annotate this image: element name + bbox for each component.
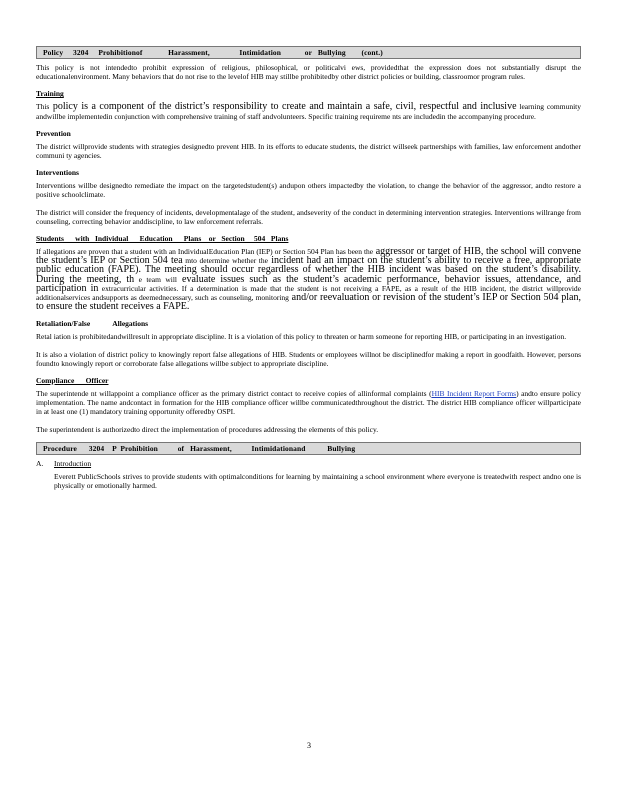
procedure-item-a xyxy=(36,459,581,468)
procedure-banner: Procedure 3204 P Prohibition of Harassment, Intimidationand Bullying xyxy=(36,442,581,455)
list-marker: A. xyxy=(36,458,44,468)
training-paragraph: This policy is a component of the district’s responsibility to create and maintain a safe, civil, respectful and inclusive learning community andwillbe implementedin conjunction with comprehensive training of staff andvolunteers. Specific training requireme nts are includedin the accompanying procedure. xyxy=(36,101,581,121)
interventions-paragraph-2: The district will consider the frequency of incidents, developmentalage of the student, andseverity of the conduct in determining intervention strategies. Interventions willrange from counseling, correcting behavior anddiscipline, to law enforcement referrals. xyxy=(36,207,581,226)
students-504-heading: Students with Individual Education Plans or Section 504 Plans xyxy=(36,234,289,244)
introduction-title: Introduction xyxy=(54,458,92,468)
prevention-paragraph: The district willprovide students with strategies designedto prevent HIB. In its efforts to educate students, the district willseek partnerships with families, law enforcement andother communi ty agencies. xyxy=(36,141,581,161)
intro-paragraph: This policy is not intendedto prohibit expression of religious, philosophical, or politicalvi ews, providedthat the expression does not substantially disrupt the educationalenvironment. Many behaviors that do not rise to the levelof HIB may stillbe prohibitedby other district policies or building, classroomor program rules. xyxy=(36,63,581,82)
interventions-paragraph-1: Interventions willbe designedto remediate the impact on the targetedstudent(s) andupon others impactedby the violation, to change the behavior of the aggressor, andto restore a positive schoolclimate. xyxy=(36,181,581,200)
interventions-heading: Interventions xyxy=(36,168,79,178)
prevention-heading: Prevention xyxy=(36,128,71,138)
introduction-paragraph: Everett PublicSchools strives to provide students with optimalconditions for learning by maintaining a school environment where everyone is treatedwith respect andno one is physically or emotionally harmed. xyxy=(54,471,581,491)
document-page xyxy=(36,46,581,490)
compliance-paragraph-2: The superintendent is authorizedto direct the implementation of procedures addressing the elements of this policy. xyxy=(36,424,379,434)
training-heading: Training xyxy=(36,89,64,99)
compliance-paragraph-1: The superintende nt willappoint a compliance officer as the primary district contact to receive copies of allinformal complaints (HIB Incident Report Forms) andto ensure policy implementation. The name andcontact in formation for the HIB compliance officer willbe communicatedthroughout the district. The district HIB compliance officer willparticipate in at least one (1) mandatory training opportunity offeredby OSPI. xyxy=(36,389,582,417)
retaliation-paragraph-2: It is also a violation of district policy to knowingly report false allegations of HIB. Students or employees willnot be disciplinedfor making a report in goodfaith. However, persons foundto knowingly report or corroborate false allegations willbe subject to appropriate discipline. xyxy=(36,349,581,368)
policy-banner: Policy 3204 Prohibitionof Harassment, Intimidation or Bullying (cont.) xyxy=(36,46,581,59)
hib-incident-report-forms-link[interactable]: HIB Incident Report Forms xyxy=(431,389,517,399)
compliance-heading: Compliance Officer xyxy=(36,376,109,386)
retaliation-heading: Retaliation/False Allegations xyxy=(36,319,149,329)
retaliation-paragraph-1: Retal iation is prohibitedandwillresult in appropriate discipline. It is a violation of this policy to threaten or harm someone for reporting HIB, or participating in an investigation. xyxy=(36,332,567,342)
page-number: 3 xyxy=(307,741,311,750)
students-504-paragraph: If allegations are proven that a student with an IndividualEducation Plan (IEP) or Section 504 Plan has been the aggressor or target of HIB, the school will convene the student’s IEP or Section 504 tea mto determine whether the incident had an impact on the student’s ability to receive a free, appropriate public education (FAPE). The meeting should occur regardless of whether the HIB incident was based on the student’s disability. During the meeting, th e team will evaluate issues such as the student’s academic performance, behavior issues, attendance, and participation in extracurricular activities. If a determination is made that the student is not receiving a FAPE, as a result of the HIB incident, the district willprovide additionalservices andsupports as deemednecessary, such as counseling, monitoring and/or reevaluation or revision of the student’s IEP or Section 504 plan, to ensure the student receives a FAPE. xyxy=(36,246,581,313)
